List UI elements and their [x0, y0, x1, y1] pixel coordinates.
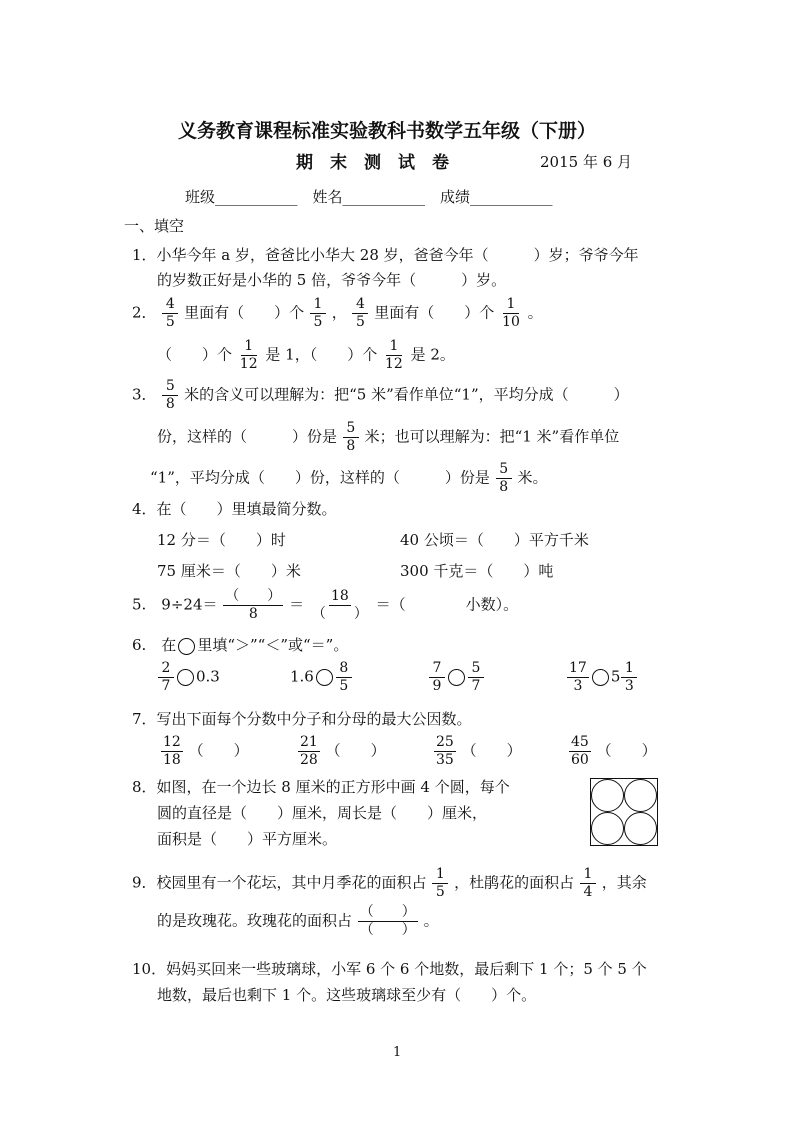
fraction: $\frac{4}{5}$: [162, 296, 178, 331]
comparison-circle: [448, 669, 465, 686]
q2-text-b: ，: [331, 303, 347, 322]
fraction: $\frac{5}{7}$: [468, 660, 484, 695]
q2-line1: [132, 296, 543, 331]
answer-blank: （ ）: [188, 741, 249, 760]
fraction: $\frac{21}{28}$: [300, 734, 318, 768]
fraction: $\frac{( )}{8}$: [225, 588, 282, 622]
page-number: 1: [393, 1045, 402, 1060]
q6-item-2: [290, 660, 353, 695]
circle-shape: [624, 779, 657, 812]
q10-line1: 10．妈妈买回来一些玻璃球，小军 6 个 6 个地数，最后剩下 1 个；5 个 5 个: [132, 960, 647, 978]
fraction: $\frac{1}{10}$: [502, 296, 520, 330]
fraction: $\frac{25}{35}$: [436, 734, 454, 768]
q4-line1: 4．在（ ）里填最简分数。: [132, 500, 337, 518]
fraction: $\frac{1}{5}$: [310, 296, 326, 331]
q6-value: 0.3: [196, 667, 220, 686]
fraction: $\frac{1}{4}$: [580, 866, 596, 901]
q2-text-f: 是 1，（ ）个: [265, 345, 378, 364]
q8-line3: 面积是（ ）平方厘米。: [157, 830, 338, 848]
circle-shape: [624, 812, 657, 845]
q7-item-4: [568, 734, 657, 769]
q6-text-b: 里填“＞”“＜”或“＝”。: [197, 636, 349, 654]
comparison-circle: [177, 669, 194, 686]
q2-text-e: （ ）个: [157, 345, 233, 364]
fraction: $\frac{45}{60}$: [571, 734, 589, 768]
q3-text-b: 份，这样的（ ）份是: [157, 427, 338, 446]
q2-text-c: 里面有（ ）个: [374, 303, 495, 322]
q2-text-g: 是 2。: [410, 345, 455, 364]
comparison-circle: [592, 669, 609, 686]
q9-line2: [157, 904, 439, 939]
fraction: $\frac{17}{3}$: [569, 660, 587, 694]
q1-line1: 1．小华今年 a 岁，爸爸比小华大 28 岁，爸爸今年（ ）岁；爷爷今年: [132, 246, 639, 264]
q2-text-a: 里面有（ ）个: [184, 303, 305, 322]
q6-item-3: [428, 660, 485, 695]
q7-item-1: [160, 734, 249, 769]
q5-text-a: 5. 9÷24＝: [132, 595, 218, 614]
fraction: $\frac{1}{12}$: [385, 338, 403, 372]
exam-date: 2015 年 6 月: [540, 153, 633, 171]
fraction: $\frac{4}{5}$: [352, 296, 368, 331]
q6-text-a: 6. 在: [132, 636, 177, 654]
q9-text-d: 的是玫瑰花。玫瑰花的面积占: [157, 911, 353, 930]
fraction: $\frac{12}{18}$: [163, 734, 181, 768]
q9-text-e: 。: [423, 911, 439, 930]
q1-line2: 的岁数正好是小华的 5 倍，爷爷今年（ ）岁。: [157, 271, 507, 289]
q6-item-1: [157, 660, 220, 695]
question-number: 2．: [132, 303, 157, 322]
q4-row1-left: 12 分＝（ ）时: [157, 531, 286, 549]
q9-line1: [132, 866, 647, 901]
fraction: $\frac{5}{8}$: [162, 378, 178, 413]
question-number: 3．: [132, 385, 157, 404]
q3-line1: [132, 378, 629, 413]
q4-row1-right: 40 公顷＝（ ）平方千米: [400, 531, 589, 549]
q5-equals: ＝: [289, 595, 305, 614]
q3-line3: [150, 461, 547, 496]
answer-blank: （ ）: [461, 741, 522, 760]
q4-row2-left: 75 厘米＝（ ）米: [157, 562, 301, 580]
fraction: $\frac{1}{12}$: [239, 338, 258, 372]
q5-line: [132, 588, 518, 623]
fraction: $\frac{2}{7}$: [158, 660, 174, 695]
exam-subtitle: 期 末 测 试 卷: [296, 153, 449, 173]
section-heading: 一、填空: [124, 217, 185, 235]
circle-shape: [591, 812, 624, 845]
q2-text-d: 。: [527, 303, 543, 322]
circle-shape: [591, 779, 624, 812]
fraction: $\frac{5}{8}$: [496, 461, 512, 496]
q4-row2-right: 300 千克＝（ ）吨: [400, 562, 554, 580]
answer-blank: （ ）: [596, 741, 657, 760]
square-with-circles-figure: [590, 778, 658, 846]
fraction: $\frac{18}{( )}$: [311, 588, 368, 622]
q7-item-3: [433, 734, 522, 769]
fraction: $\frac{7}{9}$: [429, 660, 445, 695]
q7-line1: 7．写出下面每个分数中分子和分母的最大公因数。: [132, 710, 472, 728]
q9-text-a: 9．校园里有一个花坛，其中月季花的面积占: [132, 873, 427, 892]
page-title: 义务教育课程标准实验教科书数学五年级（下册）: [178, 120, 597, 142]
q6-value: 1.6: [290, 667, 314, 686]
fraction: $\frac{5}{8}$: [343, 420, 359, 455]
q3-line2: [157, 420, 619, 455]
q3-text-a: 米的含义可以理解为：把“5 米”看作单位“1”，平均分成（ ）: [184, 385, 629, 404]
q2-line2: [157, 338, 455, 373]
fraction: $\frac{1}{5}$: [432, 866, 448, 901]
q3-text-c: 米；也可以理解为：把“1 米”看作单位: [364, 427, 620, 446]
q8-line2: 圆的直径是（ ）厘米，周长是（ ）厘米，: [157, 804, 488, 822]
q6-line1: [132, 634, 348, 655]
comparison-circle: [178, 638, 195, 655]
student-info-fields: 班级___________ 姓名___________ 成绩___________: [185, 188, 553, 206]
q9-text-c: ，其余: [601, 873, 647, 892]
fraction: $\frac{( )}{( )}$: [359, 904, 416, 938]
comparison-circle: [316, 669, 333, 686]
q3-text-d: “1”，平均分成（ ）份，这样的（ ）份是: [150, 468, 490, 487]
q6-item-4: [566, 660, 638, 695]
answer-blank: （ ）: [325, 741, 386, 760]
q8-line1: 8．如图，在一个边长 8 厘米的正方形中画 4 个圆，每个: [132, 778, 510, 796]
q6-value: 5: [610, 667, 621, 686]
q7-item-2: [297, 734, 386, 769]
fraction: $\frac{8}{5}$: [336, 660, 352, 695]
fraction: $\frac{1}{3}$: [621, 660, 637, 695]
q3-text-e: 米。: [517, 468, 548, 487]
q10-line2: 地数，最后也剩下 1 个。这些玻璃球至少有（ ）个。: [157, 986, 537, 1004]
q9-text-b: ，杜鹃花的面积占: [454, 873, 575, 892]
q5-text-b: ＝（ 小数）。: [375, 595, 519, 614]
